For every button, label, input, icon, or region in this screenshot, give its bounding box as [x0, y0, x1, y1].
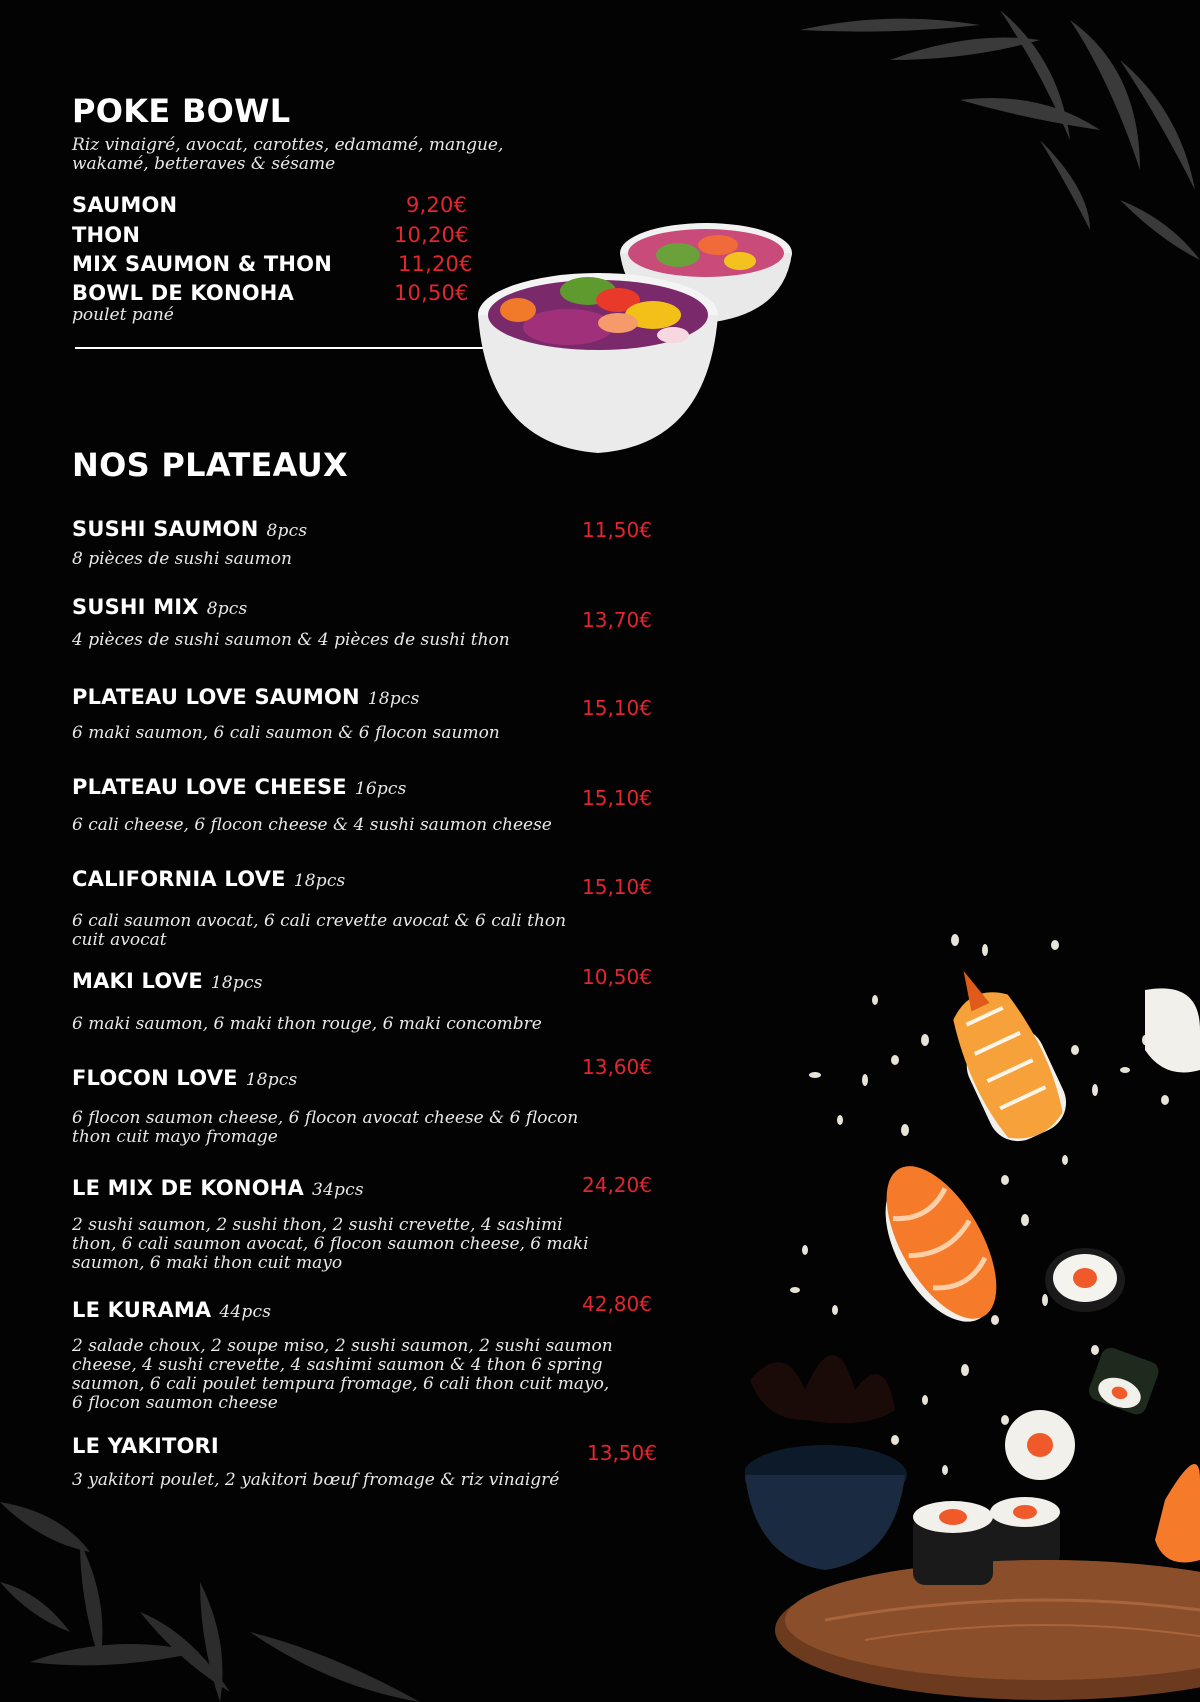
plateau-item-price: 13,50€ [587, 1441, 657, 1465]
plateau-item-desc: 6 cali cheese, 6 flocon cheese & 4 sushi saumon cheese [72, 815, 552, 835]
plateau-item-title: SUSHI MIX [72, 595, 199, 619]
poke-item-mix [72, 252, 472, 280]
plateau-item-desc: 6 maki saumon, 6 maki thon rouge, 6 maki concombre [72, 1014, 542, 1034]
plateau-item-price: 15,10€ [582, 786, 652, 810]
plateau-item-name [72, 969, 263, 993]
plateaux-title: NOS PLATEAUX [72, 446, 349, 484]
section-divider [75, 347, 485, 349]
plateau-item-name [72, 685, 420, 709]
poke-bowl-description: Riz vinaigré, avocat, carottes, edamamé, mangue, wakamé, betteraves & sésame [72, 135, 504, 174]
plateau-item-pcs: 8pcs [206, 599, 248, 619]
poke-item-name: MIX SAUMON & THON [72, 252, 332, 276]
poke-item-thon [72, 223, 472, 251]
plateau-item-title: CALIFORNIA LOVE [72, 867, 286, 891]
poke-bowl-title: POKE BOWL [72, 92, 291, 130]
plateau-item-pcs: 18pcs [210, 973, 263, 993]
poke-item-price: 9,20€ [406, 193, 468, 217]
plateau-item-name [72, 1066, 297, 1090]
poke-item-price: 10,20€ [394, 223, 469, 247]
plateau-item-title: LE MIX DE KONOHA [72, 1176, 304, 1200]
plateau-item-name [72, 595, 247, 619]
plateau-item-pcs: 18pcs [293, 871, 346, 891]
flying-sushi-image-icon [745, 920, 1200, 1702]
plateau-item-pcs: 16pcs [354, 779, 407, 799]
poke-item-saumon [72, 193, 472, 221]
plateau-item-name [72, 517, 307, 541]
plateau-item-title: PLATEAU LOVE CHEESE [72, 775, 347, 799]
plateau-item-price: 15,10€ [582, 875, 652, 899]
plateau-item-title: LE KURAMA [72, 1298, 212, 1322]
plateau-item-title: PLATEAU LOVE SAUMON [72, 685, 360, 709]
plateau-item-desc: 2 salade choux, 2 soupe miso, 2 sushi saumon, 2 sushi saumon cheese, 4 sushi crevette, 4 sashimi saumon & 4 thon 6 spring saumon, 6 cali poulet tempura fromage, 6 cali thon cuit mayo, 6 flocon saumon cheese [72, 1336, 613, 1413]
plateau-item-desc: 4 pièces de sushi saumon & 4 pièces de sushi thon [72, 630, 510, 650]
poke-item-price: 10,50€ [394, 281, 469, 305]
plateau-item-desc: 6 flocon saumon cheese, 6 flocon avocat cheese & 6 flocon thon cuit mayo fromage [72, 1108, 579, 1147]
plateau-item-name [72, 775, 407, 799]
plateau-item-price: 10,50€ [582, 965, 652, 989]
plateau-item-desc: 2 sushi saumon, 2 sushi thon, 2 sushi crevette, 4 sashimi thon, 6 cali saumon avocat, 6 flocon saumon cheese, 6 maki saumon, 6 maki thon cuit mayo [72, 1215, 589, 1273]
poke-bowl-image-icon [478, 205, 793, 455]
konoha-note: poulet pané [72, 305, 174, 325]
plateau-item-title: MAKI LOVE [72, 969, 203, 993]
plateau-item-price: 13,60€ [582, 1055, 652, 1079]
plateau-item-title: LE YAKITORI [72, 1434, 219, 1458]
plateau-item-name [72, 1298, 271, 1322]
plateau-item-pcs: 34pcs [311, 1180, 364, 1200]
plateau-item-price: 13,70€ [582, 608, 652, 632]
plateau-item-name [72, 1434, 219, 1458]
plateau-item-pcs: 18pcs [367, 689, 420, 709]
poke-item-name: THON [72, 223, 141, 247]
plateau-item-price: 42,80€ [582, 1292, 652, 1316]
plateau-item-name [72, 867, 345, 891]
plateau-item-price: 11,50€ [582, 518, 652, 542]
plateau-item-pcs: 8pcs [266, 521, 308, 541]
plateau-item-desc: 6 cali saumon avocat, 6 cali crevette avocat & 6 cali thon cuit avocat [72, 911, 567, 950]
plateau-item-price: 24,20€ [582, 1173, 652, 1197]
bamboo-leaves-top-icon [740, 0, 1200, 300]
plateau-item-desc: 3 yakitori poulet, 2 yakitori bœuf fromage & riz vinaigré [72, 1470, 560, 1490]
poke-item-name: SAUMON [72, 193, 178, 217]
plateau-item-pcs: 44pcs [219, 1302, 272, 1322]
plateau-item-desc: 6 maki saumon, 6 cali saumon & 6 flocon saumon [72, 723, 500, 743]
plateau-item-desc: 8 pièces de sushi saumon [72, 549, 292, 569]
plateau-item-title: FLOCON LOVE [72, 1066, 238, 1090]
poke-item-name: BOWL DE KONOHA [72, 281, 295, 305]
poke-item-price: 11,20€ [398, 252, 473, 276]
plateau-item-price: 15,10€ [582, 696, 652, 720]
plateau-item-title: SUSHI SAUMON [72, 517, 259, 541]
plateau-item-pcs: 18pcs [245, 1070, 298, 1090]
plateau-item-name [72, 1176, 364, 1200]
